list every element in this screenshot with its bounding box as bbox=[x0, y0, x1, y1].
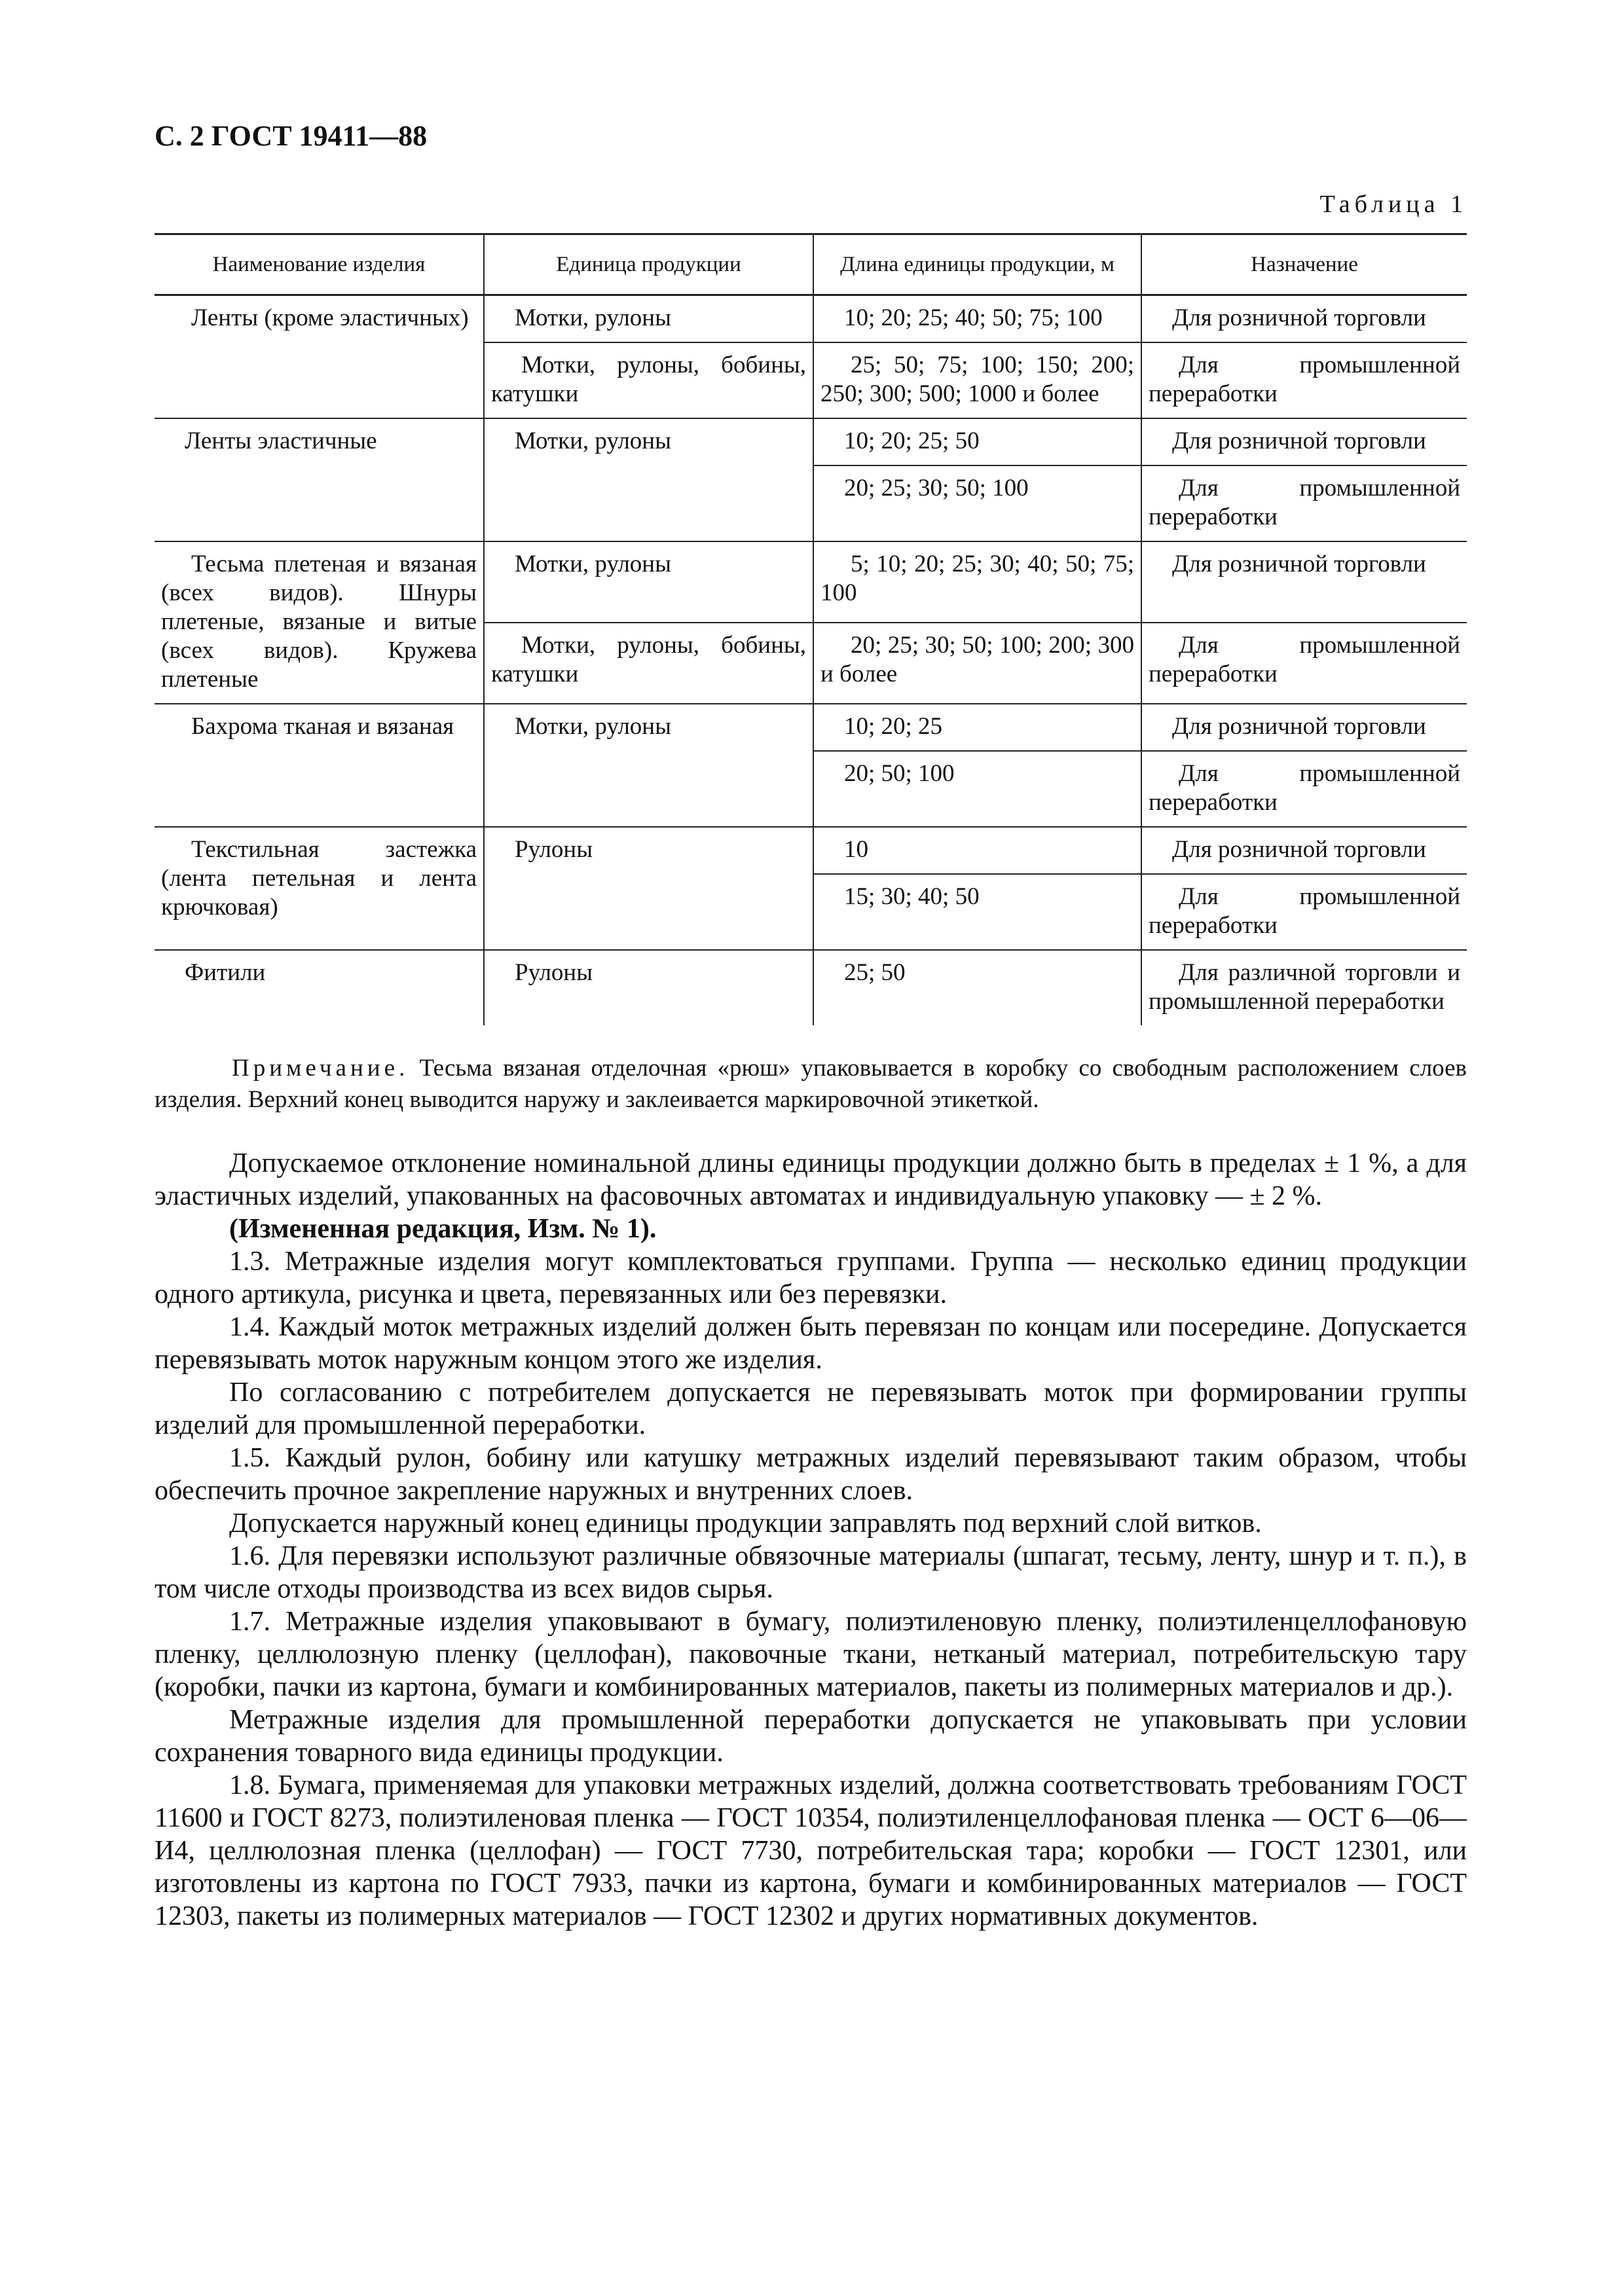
unit-cell: Мотки, рулоны bbox=[484, 295, 813, 343]
column-header: Наименование изделия bbox=[155, 234, 484, 295]
length-cell: 5; 10; 20; 25; 30; 40; 50; 75; 100 bbox=[813, 541, 1141, 623]
paragraph: По согласованию с потребителем допускается не перевязывать моток при формировании группы изделий для промышленной переработки. bbox=[155, 1377, 1467, 1440]
table-row bbox=[155, 418, 1467, 465]
unit-cell: Мотки, рулоны bbox=[484, 418, 813, 541]
paragraph: 1.8. Бумага, применяемая для упаковки метражных изделий, должна соответствовать требованиям ГОСТ 11600 и ГОСТ 8273, полиэтиленовая пленка — ГОСТ 10354, полиэтиленцеллофановая пленка — ОСТ 6—06—И4, целлюлозная пленка (целлофан) — ГОСТ 7730, потребительская тара; коробки — ГОСТ 12301, или изготовлены из картона по ГОСТ 7933, пачки из картона, бумаги и комбинированных материалов — ГОСТ 12303, пакеты из полимерных материалов — ГОСТ 12302 и других нормативных документов. bbox=[155, 1770, 1467, 1931]
length-cell: 25; 50; 75; 100; 150; 200; 250; 300; 500; 1000 и более bbox=[813, 342, 1141, 418]
length-cell: 20; 25; 30; 50; 100 bbox=[813, 465, 1141, 541]
body-text bbox=[155, 1147, 1467, 1933]
note-label: Примечание. bbox=[232, 1055, 409, 1082]
products-table bbox=[155, 233, 1467, 1025]
length-cell: 10; 20; 25; 40; 50; 75; 100 bbox=[813, 295, 1141, 343]
table-row bbox=[155, 541, 1467, 623]
unit-cell: Мотки, рулоны, бобины, катушки bbox=[484, 623, 813, 704]
length-cell: 10; 20; 25; 50 bbox=[813, 418, 1141, 465]
length-cell: 20; 50; 100 bbox=[813, 751, 1141, 827]
paragraph: 1.4. Каждый моток метражных изделий должен быть перевязан по концам или посередине. Допускается перевязывать моток наружным концом этого же изделия. bbox=[155, 1312, 1467, 1375]
table-caption: Таблица 1 bbox=[1319, 191, 1467, 218]
table-row bbox=[155, 950, 1467, 1025]
table-row bbox=[155, 827, 1467, 874]
purpose-cell: Для промышленной переработки bbox=[1141, 874, 1467, 950]
product-name-cell: Тесьма плетеная и вязаная (всех видов). Шнуры плетеные, вязаные и витые (всех видов). Кружева плетеные bbox=[155, 541, 484, 704]
length-cell: 20; 25; 30; 50; 100; 200; 300 и более bbox=[813, 623, 1141, 704]
table-row bbox=[155, 295, 1467, 343]
table-note bbox=[155, 1053, 1467, 1116]
unit-cell: Мотки, рулоны bbox=[484, 541, 813, 623]
table-row bbox=[155, 704, 1467, 751]
paragraph: Допускается наружный конец единицы продукции заправлять под верхний слой витков. bbox=[229, 1508, 1262, 1539]
column-header: Длина единицы продукции, м bbox=[813, 234, 1141, 295]
purpose-cell: Для промышленной переработки bbox=[1141, 623, 1467, 704]
length-cell: 15; 30; 40; 50 bbox=[813, 874, 1141, 950]
note-text: Тесьма вязаная отделочная «рюш» упаковывается в коробку со свободным расположением слоев изделия. Верхний конец выводится наружу и заклеивается маркировочной этикеткой. bbox=[155, 1055, 1467, 1113]
unit-cell: Мотки, рулоны, бобины, катушки bbox=[484, 342, 813, 418]
length-cell: 25; 50 bbox=[813, 950, 1141, 1025]
purpose-cell: Для розничной торговли bbox=[1141, 541, 1467, 623]
paragraph: 1.5. Каждый рулон, бобину или катушку метражных изделий перевязывают таким образом, чтобы обеспечить прочное закрепление наружных и внутренних слоев. bbox=[155, 1443, 1467, 1506]
product-name-cell: Ленты (кроме эластичных) bbox=[155, 295, 484, 419]
paragraph: Допускаемое отклонение номинальной длины единицы продукции должно быть в пределах ± 1 %, а для эластичных изделий, упакованных на фасовочных автоматах и индивидуальную упаковку — ± 2 %. bbox=[155, 1148, 1467, 1211]
purpose-cell: Для розничной торговли bbox=[1141, 827, 1467, 874]
page-header: С. 2 ГОСТ 19411—88 bbox=[155, 120, 428, 152]
purpose-cell: Для розничной торговли bbox=[1141, 704, 1467, 751]
unit-cell: Рулоны bbox=[484, 950, 813, 1025]
purpose-cell: Для розничной торговли bbox=[1141, 418, 1467, 465]
purpose-cell: Для розничной торговли bbox=[1141, 295, 1467, 343]
purpose-cell: Для различной торговли и промышленной переработки bbox=[1141, 950, 1467, 1025]
amendment-note: (Измененная редакция, Изм. № 1). bbox=[229, 1214, 657, 1244]
length-cell: 10 bbox=[813, 827, 1141, 874]
purpose-cell: Для промышленной переработки bbox=[1141, 751, 1467, 827]
purpose-cell: Для промышленной переработки bbox=[1141, 342, 1467, 418]
product-name-cell: Бахрома тканая и вязаная bbox=[155, 704, 484, 827]
column-header: Единица продукции bbox=[484, 234, 813, 295]
purpose-cell: Для промышленной переработки bbox=[1141, 465, 1467, 541]
unit-cell: Мотки, рулоны bbox=[484, 704, 813, 827]
column-header: Назначение bbox=[1141, 234, 1467, 295]
paragraph: Метражные изделия для промышленной переработки допускается не упаковывать при условии сохранения товарного вида единицы продукции. bbox=[155, 1705, 1467, 1768]
product-name-cell: Фитили bbox=[155, 950, 484, 1025]
unit-cell: Рулоны bbox=[484, 827, 813, 950]
paragraph: 1.6. Для перевязки используют различные обвязочные материалы (шпагат, тесьму, ленту, шнур и т. п.), в том числе отходы производства из всех видов сырья. bbox=[155, 1541, 1467, 1604]
paragraph: 1.7. Метражные изделия упаковывают в бумагу, полиэтиленовую пленку, полиэтиленцеллофановую пленку, целлюлозную пленку (целлофан), паковочные ткани, нетканый материал, потребительскую тару (коробки, пачки из картона, бумаги и комбинированных материалов, пакеты из полимерных материалов и др.). bbox=[155, 1607, 1467, 1702]
table-header-row bbox=[155, 234, 1467, 295]
product-name-cell: Ленты эластичные bbox=[155, 418, 484, 541]
length-cell: 10; 20; 25 bbox=[813, 704, 1141, 751]
paragraph: 1.3. Метражные изделия могут комплектоваться группами. Группа — несколько единиц продукции одного артикула, рисунка и цвета, перевязанных или без перевязки. bbox=[155, 1247, 1467, 1309]
product-name-cell: Текстильная застежка (лента петельная и лента крючковая) bbox=[155, 827, 484, 950]
